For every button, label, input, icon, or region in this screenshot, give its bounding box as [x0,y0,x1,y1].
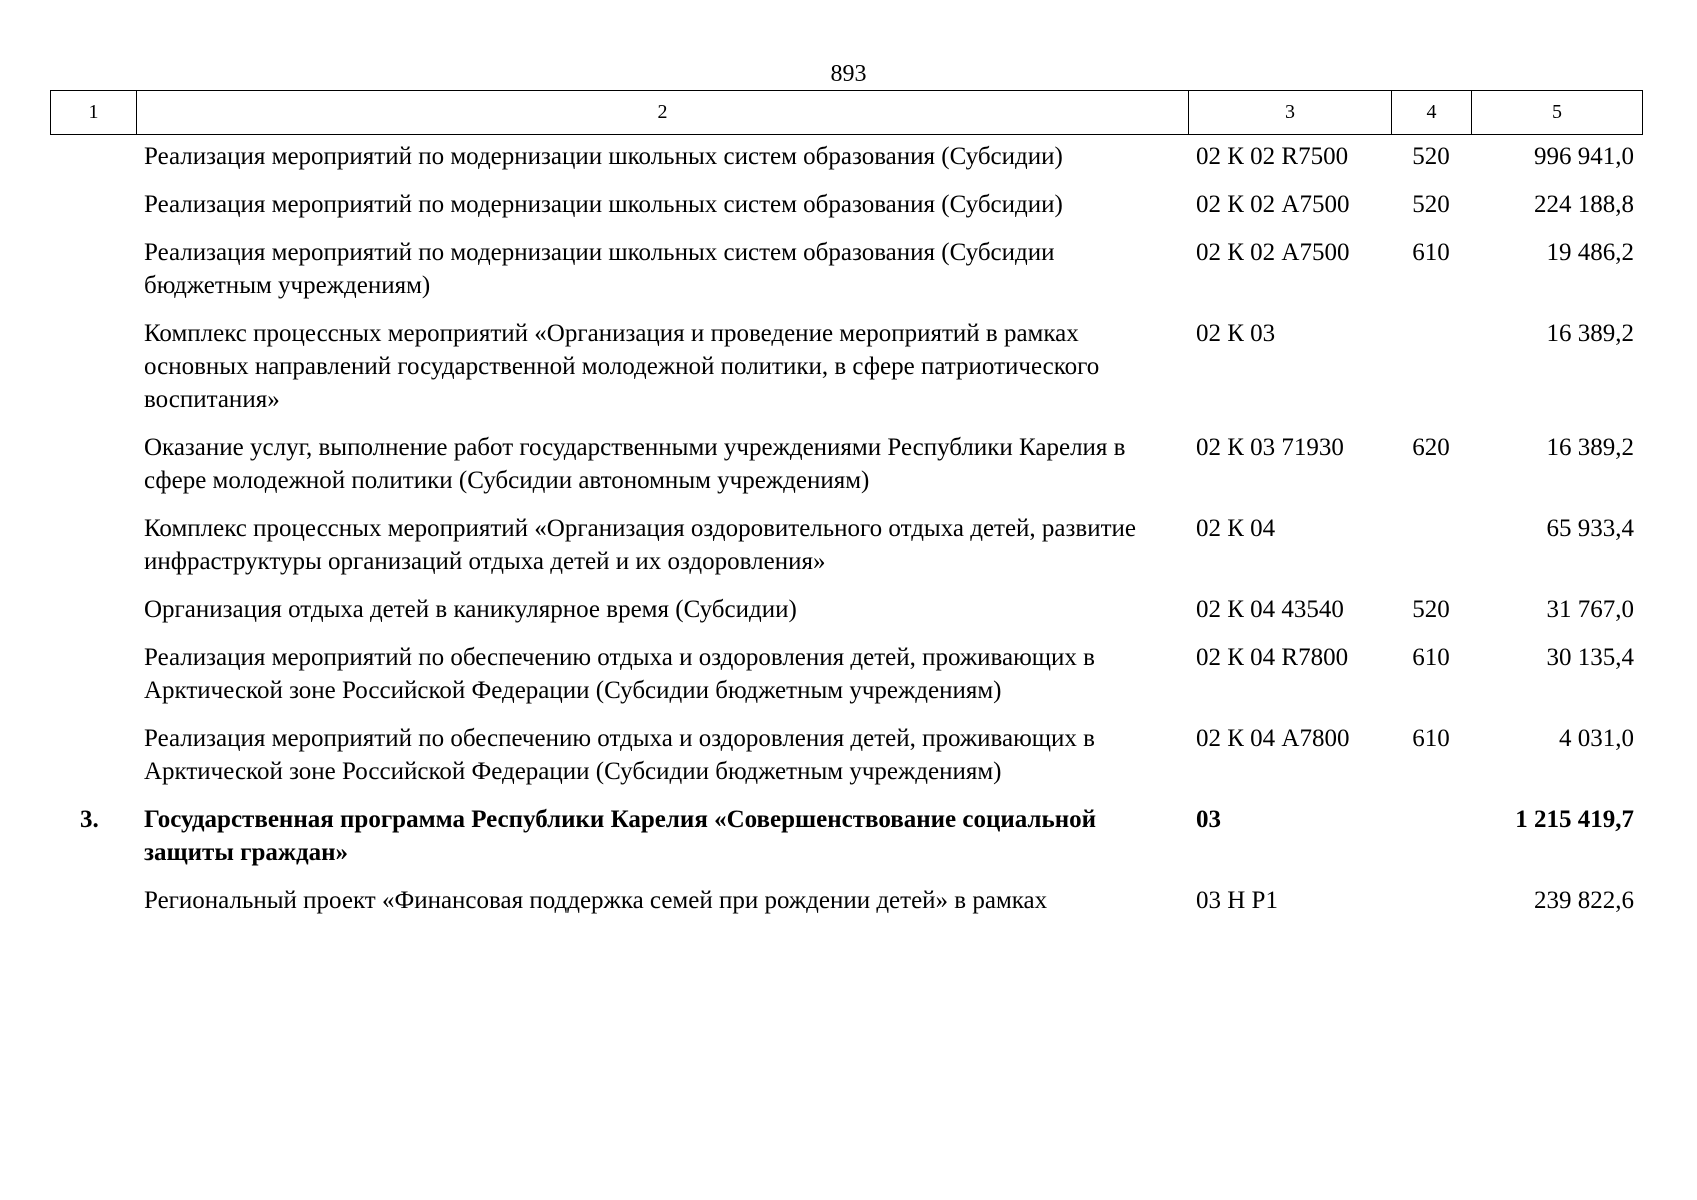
row-name: Оказание услуг, выполнение работ государственными учреждениями Республики Карелия в сфере молодежной политики (Субсидии автономным учреждениям) [144,434,1126,494]
row-amount: 224 188,8 [1534,191,1634,218]
row-number [50,641,136,707]
table-row [50,512,1642,578]
row-code: 02 К 04 43540 [1196,596,1344,623]
row-number [50,188,136,221]
row-type: 620 [1412,434,1450,461]
table-row [50,317,1642,416]
page-number: 893 [830,61,867,87]
row-amount: 239 822,6 [1534,887,1634,914]
row-code: 02 К 02 R7500 [1196,143,1349,170]
row-code: 02 К 04 А7800 [1196,725,1350,752]
table-row [50,593,1642,626]
column-header-1: 1 [51,91,137,135]
row-code: 02 К 02 А7500 [1196,239,1350,266]
row-name: Комплекс процессных мероприятий «Организация оздоровительного отдыха детей, развитие инфраструктуры организаций отдыха детей и их оздоровления» [144,515,1136,575]
row-number [50,317,136,416]
row-type: 610 [1412,644,1450,671]
row-code: 02 К 03 [1196,320,1276,347]
row-amount: 65 933,4 [1546,515,1634,542]
row-number [50,512,136,578]
row-number: 3. [80,806,99,833]
column-header-4: 4 [1392,91,1472,135]
row-amount: 31 767,0 [1546,596,1634,623]
row-name: Региональный проект «Финансовая поддержка семей при рождении детей» в рамках [144,887,1048,914]
table-row [50,884,1642,917]
row-code: 02 К 04 R7800 [1196,644,1349,671]
row-amount: 30 135,4 [1546,644,1634,671]
table-row [50,722,1642,788]
row-type: 520 [1412,191,1450,218]
table-row [50,431,1642,497]
row-number [50,431,136,497]
row-type: 610 [1412,239,1450,266]
row-name: Реализация мероприятий по модернизации школьных систем образования (Субсидии бюджетным учреждениям) [144,239,1055,299]
row-amount: 996 941,0 [1534,143,1634,170]
row-name: Реализация мероприятий по обеспечению отдыха и оздоровления детей, проживающих в Арктической зоне Российской Федерации (Субсидии бюджетным учреждениям) [144,725,1095,785]
table-row [50,236,1642,302]
row-type: 520 [1412,143,1450,170]
row-code: 03 Н Р1 [1196,887,1278,914]
row-amount: 16 389,2 [1546,320,1634,347]
row-amount: 4 031,0 [1559,725,1634,752]
table-body [50,140,1642,932]
row-type: 520 [1412,596,1450,623]
table-row-program [50,803,1642,869]
row-code: 02 К 04 [1196,515,1276,542]
table-row [50,188,1642,221]
row-amount: 16 389,2 [1546,434,1634,461]
row-name: Реализация мероприятий по модернизации школьных систем образования (Субсидии) [144,143,1063,170]
row-type [1391,317,1471,416]
row-type: 610 [1412,725,1450,752]
row-name: Комплекс процессных мероприятий «Организация и проведение мероприятий в рамках основных направлений государственной молодежной политики, в сфере патриотического воспитания» [144,320,1100,413]
table-row [50,140,1642,173]
row-type [1391,884,1471,917]
column-header-5: 5 [1472,91,1643,135]
row-number [50,884,136,917]
row-number [50,722,136,788]
row-number [50,236,136,302]
row-type [1391,803,1471,869]
column-header-3: 3 [1189,91,1392,135]
row-number [50,140,136,173]
table-header [50,90,1643,135]
row-amount: 1 215 419,7 [1515,806,1634,833]
row-code: 02 К 03 71930 [1196,434,1344,461]
row-name: Реализация мероприятий по обеспечению отдыха и оздоровления детей, проживающих в Арктической зоне Российской Федерации (Субсидии бюджетным учреждениям) [144,644,1095,704]
row-amount: 19 486,2 [1546,239,1634,266]
row-type [1391,512,1471,578]
row-number [50,593,136,626]
row-code: 03 [1196,806,1221,833]
row-code: 02 К 02 А7500 [1196,191,1350,218]
column-header-2: 2 [137,91,1189,135]
row-name: Организация отдыха детей в каникулярное время (Субсидии) [144,596,797,623]
row-name: Реализация мероприятий по модернизации школьных систем образования (Субсидии) [144,191,1063,218]
row-name: Государственная программа Республики Карелия «Совершенствование социальной защиты граждан» [144,806,1097,866]
table-row [50,641,1642,707]
